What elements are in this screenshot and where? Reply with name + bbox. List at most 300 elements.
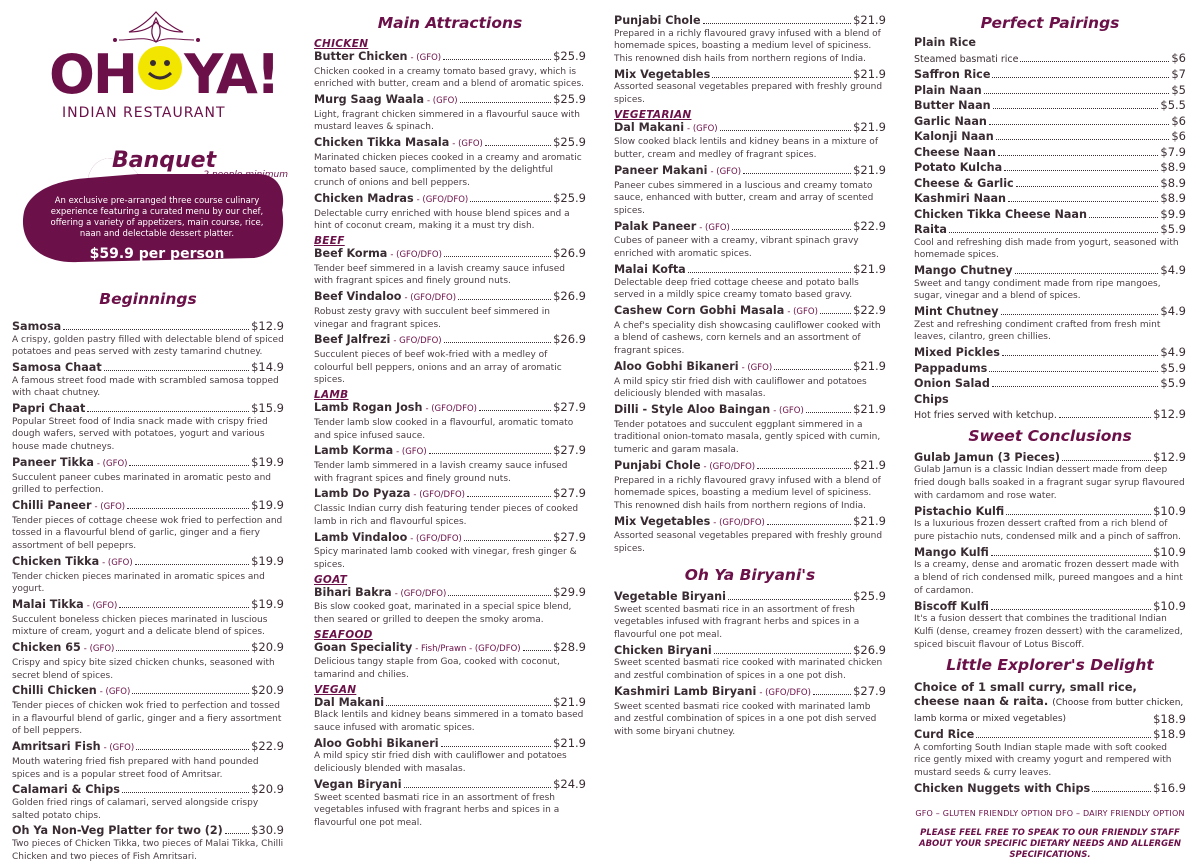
item-description: Succulent pieces of beef wok-fried with a medley of colourful bell peppers, onions and an array of aromatic spices. <box>314 349 562 386</box>
item-name: Goan Speciality <box>314 640 413 654</box>
item-name: Calamari & Chips <box>12 783 120 797</box>
little-explorer-list <box>914 728 1186 795</box>
item-description: A mild spicy stir fried dish with cauliflower and potatoes deliciously blended with masalas. <box>614 376 867 400</box>
item-description: Light, fragrant chicken simmered in a flavourful sauce with mustard leaves & spinach. <box>314 109 581 133</box>
menu-item-row <box>914 177 1186 191</box>
item-price: $20.9 <box>251 782 284 797</box>
menu-item <box>614 68 886 107</box>
item-price: $19.9 <box>251 455 284 470</box>
menu-item-row <box>614 121 886 137</box>
menu-item-row <box>914 600 1186 614</box>
item-description: Chicken cooked in a creamy tomato based gravy, which is enriched with butter, cream and a blend of aromatic spices. <box>314 66 585 90</box>
dot-leader <box>479 410 551 411</box>
item-description: Tender chicken pieces marinated in aromatic spices and yogurt. <box>12 571 265 595</box>
item-price: $26.9 <box>553 289 586 304</box>
menu-item <box>614 121 886 162</box>
item-price: $4.9 <box>1160 263 1186 278</box>
item-price: $12.9 <box>1153 449 1186 464</box>
item-name: Chicken Tikka Cheese Naan <box>914 207 1087 221</box>
item-dietary-tag: - (GFO/DFO) <box>413 490 465 501</box>
item-price: $6 <box>1171 113 1186 128</box>
menu-item <box>314 487 586 528</box>
menu-item <box>914 99 1186 113</box>
logo-wordmark: OH YA! <box>49 43 279 106</box>
dot-leader <box>996 139 1170 140</box>
dot-leader <box>404 787 551 788</box>
menu-item <box>614 515 886 556</box>
item-description: Delectable deep fried cottage cheese and potato balls served in a mildly spice creamy tomato based gravy. <box>614 277 859 301</box>
sweet-conclusions-list <box>914 451 1186 652</box>
item-description: Gulab Jamun is a classic Indian dessert made from deep fried dough balls soaked in a fragrant sugar syrup flavoured with cardamom and rose water. <box>914 465 1185 501</box>
dot-leader <box>87 411 249 412</box>
item-name: Butter Chicken <box>314 50 408 63</box>
logo <box>12 0 284 130</box>
menu-item-row <box>614 304 886 320</box>
column-1 <box>12 0 288 866</box>
item-price: $27.9 <box>553 529 586 544</box>
menu-item-row <box>314 444 586 460</box>
menu-item <box>614 459 886 513</box>
dot-leader <box>728 599 851 600</box>
item-description: Is a creamy, dense and aromatic frozen dessert made with a blend of rich condensed milk, pureed mangoes and a hint of cardamon. <box>914 560 1183 596</box>
item-dietary-tag: - (GFO) <box>741 363 773 374</box>
menu-item <box>614 644 886 683</box>
item-description: Sweet scented basmati rice cooked with marinated chicken and zestful combination of spices in a one pot dish. <box>614 658 883 682</box>
item-name: Mixed Pickles <box>914 346 1000 360</box>
item-name: Punjabi Chole <box>614 14 701 27</box>
menu-item-row <box>914 451 1186 465</box>
group-items <box>314 586 586 627</box>
menu-item-row <box>914 115 1186 129</box>
menu-item-row <box>914 362 1186 376</box>
dot-leader <box>757 468 851 469</box>
menu-item-row <box>614 263 886 277</box>
menu-item <box>614 263 886 302</box>
item-dietary-tag: - (GFO/DFO) <box>703 462 756 473</box>
dot-leader <box>467 496 551 497</box>
menu-item-row <box>914 728 1186 742</box>
item-name: Cashew Corn Gobhi Masala <box>614 304 785 318</box>
item-description: Delectable curry enriched with house blend spices and a hint of coconut cream, making it a must try dish. <box>314 208 570 232</box>
item-price: $26.9 <box>553 332 586 347</box>
item-price: $25.9 <box>553 49 586 63</box>
item-dietary-tag: - (GFO) <box>94 502 126 513</box>
item-name: Malai Kofta <box>614 263 686 277</box>
item-name: Vegetable Biryani <box>614 590 726 604</box>
dot-leader <box>444 342 551 343</box>
menu-item <box>914 546 1186 598</box>
item-price: $10.9 <box>1153 503 1186 518</box>
item-name: Dal Makani <box>614 120 685 134</box>
dot-leader <box>998 155 1158 156</box>
item-price: $12.9 <box>251 319 284 333</box>
item-description: Two pieces of Chicken Tikka, two pieces of Malai Tikka, Chilli Chicken and two pieces of Fish Amritsari. <box>12 838 284 862</box>
item-price: $21.9 <box>853 66 886 81</box>
dot-leader <box>1089 217 1158 218</box>
item-dietary-tag: - (GFO) <box>99 687 131 698</box>
dot-leader <box>991 555 1151 556</box>
section-title-main-attractions: Main Attractions <box>377 14 523 32</box>
dot-leader <box>127 508 249 509</box>
item-description: A comforting South Indian staple made with soft cooked rice gently mixed with creamy yogurt and rempered with mustard seeds & curry leaves. <box>914 742 1172 779</box>
menu-item <box>914 505 1186 544</box>
menu-item-row <box>314 778 586 792</box>
group-items <box>314 401 586 571</box>
menu-item-row <box>614 685 886 701</box>
dot-leader <box>458 299 551 300</box>
menu-item-row <box>314 247 586 263</box>
menu-item-row <box>614 68 886 82</box>
menu-item <box>914 52 1186 67</box>
item-name: Gulab Jamun (3 Pieces) <box>914 450 1061 464</box>
combo-note: (Choose from butter chicken, lamb korma or mixed vegetables) <box>914 697 1184 724</box>
item-dietary-tag: - (GFO/DFO) <box>410 533 462 544</box>
item-dietary-tag: - (GFO) <box>687 123 718 134</box>
item-name: Plain Naan <box>914 83 982 97</box>
item-name: Malai Tikka <box>12 598 84 612</box>
menu-item-row <box>314 136 586 152</box>
menu-item <box>314 333 586 387</box>
item-price: $22.9 <box>853 218 886 233</box>
dot-leader <box>984 93 1170 94</box>
item-name: Saffron Rice <box>914 68 991 81</box>
menu-item <box>914 362 1186 376</box>
item-price: $19.9 <box>251 554 284 569</box>
item-description: Marinated chicken pieces cooked in a creamy and aromatic tomato based sauce, complimented by the delightful crunch of onions and bell peppers. <box>314 152 582 189</box>
dot-leader <box>774 369 851 370</box>
item-dietary-tag: - Fish/Prawn - (GFO/DFO) <box>415 643 521 654</box>
menu-item <box>12 402 284 454</box>
item-price: $14.9 <box>251 360 284 375</box>
item-dietary-tag: - (GFO) <box>83 644 115 655</box>
item-name: Beef Korma <box>314 247 388 261</box>
dot-leader <box>1008 201 1158 202</box>
menu-item <box>314 696 586 735</box>
item-dietary-tag: - (GFO) <box>699 222 730 233</box>
group-heading: SEAFOOD <box>314 628 373 641</box>
dot-leader <box>993 108 1159 109</box>
group-heading-vegetarian: VEGETARIAN <box>614 108 692 121</box>
item-description: Tender pieces of cottage cheese wok fried to perfection and tossed in a flavourful blend of garlic, ginger and a fiery assortment of bell pepeprs. <box>12 515 283 552</box>
dot-leader <box>1002 355 1159 356</box>
vegetarian-list <box>614 121 886 556</box>
dot-leader <box>720 130 851 131</box>
menu-item <box>12 824 284 863</box>
dot-leader <box>63 329 249 330</box>
item-description: Prepared in a richly flavoured gravy infused with a blend of homemade spices, boasting a medium level of spiciness. This renowned dish hails from northern regions of India. <box>614 28 881 65</box>
menu-item <box>914 346 1186 360</box>
item-description: Assorted seasonal vegetables prepared with freshly ground spices. <box>614 82 883 106</box>
dot-leader <box>712 77 851 78</box>
item-price: $18.9 <box>1153 727 1186 742</box>
item-price: $25.9 <box>553 92 586 107</box>
menu-item <box>914 130 1186 144</box>
item-price: $22.9 <box>853 303 886 318</box>
item-dietary-tag: - (GFO/DFO) <box>713 517 765 528</box>
dot-leader <box>989 124 1169 125</box>
banquet-price: $59.9 per person <box>89 246 225 262</box>
menu-item <box>314 50 586 91</box>
dot-leader <box>135 564 249 565</box>
item-price: $26.9 <box>553 246 586 261</box>
menu-item <box>12 456 284 497</box>
item-description: Mouth watering fried fish prepared with hand pounded spices and is a popular street food of Amritsar. <box>12 756 259 780</box>
item-price: $22.9 <box>251 739 284 754</box>
menu-item-row <box>314 531 586 547</box>
dot-leader <box>992 77 1169 78</box>
menu-item-row <box>614 590 886 604</box>
menu-item <box>614 360 886 401</box>
menu-item-row <box>12 783 284 797</box>
biryani-list <box>614 590 886 739</box>
menu-item-row <box>614 360 886 376</box>
dot-leader <box>429 453 551 454</box>
item-name: Kalonji Naan <box>914 130 994 143</box>
menu-item-row <box>914 223 1186 237</box>
item-name: Biscoff Kulfi <box>914 599 989 613</box>
smiley-icon <box>138 46 182 90</box>
menu-item <box>314 444 586 485</box>
column-2 <box>314 14 586 832</box>
item-price: $7.9 <box>1160 144 1186 159</box>
item-price: $4.9 <box>1160 345 1186 360</box>
item-price: $8.9 <box>1160 160 1186 174</box>
dot-leader <box>523 650 551 651</box>
allergen-footer: PLEASE FEEL FREE TO SPEAK TO OUR FRIENDLY STAFF ABOUT YOUR SPECIFIC DIETARY NEEDS AND ALLERGEN SPECIFICATIONS. <box>918 828 1181 861</box>
item-description: It's a fusion dessert that combines the traditional Indian Kulfi (dense, creamey frozen dessert) with the caramelized, spiced biscuit flavour of Lotus Biscoff. <box>914 614 1183 650</box>
item-name: Chilli Paneer <box>12 499 92 513</box>
menu-item-row <box>314 93 586 109</box>
dot-leader <box>1062 460 1151 461</box>
item-price: $27.9 <box>553 443 586 458</box>
menu-item <box>914 223 1186 262</box>
little-explorer-combo <box>914 680 1186 727</box>
item-name: Plain Rice <box>914 36 976 49</box>
item-price: $21.9 <box>853 359 886 374</box>
menu-item <box>12 684 284 738</box>
item-name: Dal Makani <box>314 695 385 709</box>
item-price: $26.9 <box>853 642 886 657</box>
item-name: Vegan Biryani <box>314 778 402 791</box>
item-description: Delicious tangy staple from Goa, cooked with coconut, tamarind and chilies. <box>314 657 560 681</box>
menu-item-row <box>914 161 1186 175</box>
menu-item-row <box>914 84 1186 98</box>
section-title-beginnings: Beginnings <box>99 290 197 308</box>
dot-leader <box>122 792 249 793</box>
item-name: Chicken Nuggets with Chips <box>914 781 1091 795</box>
item-description: Sweet scented basmati rice in an assortment of fresh vegetables infused with fragrant herbs and spices in a flavourful one pot meal. <box>614 604 860 641</box>
item-price: $5.9 <box>1160 222 1186 236</box>
menu-item <box>914 177 1186 191</box>
item-dietary-tag: - (GFO) <box>773 406 804 417</box>
menu-item <box>314 247 586 288</box>
item-description: Succulent boneless chicken pieces marinated in luscious mixture of cream, yogurt and a delicate blend of spices. <box>12 614 268 638</box>
item-dietary-tag: - (GFO) <box>710 167 742 178</box>
item-price: $12.9 <box>1153 407 1186 422</box>
menu-item-row <box>314 192 586 208</box>
banquet-subtitle: - 2 people minimum <box>197 170 288 180</box>
dot-leader <box>688 272 851 273</box>
menu-item <box>914 451 1186 503</box>
item-description: A crispy, golden pastry filled with delectable blend of spiced potatoes and peas served with zesty tamarind chutney. <box>12 334 284 358</box>
item-dietary-tag: - (GFO) <box>396 447 427 458</box>
item-dietary-tag: - (GFO/DFO) <box>416 195 469 206</box>
item-price: $21.9 <box>853 262 886 277</box>
item-name: Paneer Makani <box>614 164 708 178</box>
menu-item-row <box>314 290 586 306</box>
menu-item <box>914 782 1186 796</box>
item-dietary-tag: - (GFO) <box>103 743 135 754</box>
main-attractions-list <box>314 38 586 830</box>
item-price: $8.9 <box>1160 191 1186 205</box>
item-name: Chicken Tikka <box>12 555 100 569</box>
item-price: $19.9 <box>251 498 284 513</box>
item-description: Prepared in a richly flavoured gravy infused with a blend of homemade spices, boasting a medium level of spiciness. This renowned dish hails from northern regions of India. <box>614 475 881 512</box>
group-heading: GOAT <box>314 573 348 586</box>
item-price: $29.9 <box>553 584 586 599</box>
menu-item <box>12 783 284 822</box>
menu-item <box>914 36 1186 50</box>
item-description: Cool and refreshing dish made from yogurt, seasoned with homemade spices. <box>914 237 1179 261</box>
item-name: Amritsari Fish <box>12 740 101 754</box>
menu-item-row <box>314 333 586 349</box>
item-price: $21.9 <box>853 13 886 27</box>
menu-item-row <box>614 459 886 475</box>
menu-item-row <box>12 824 284 838</box>
item-name: Cheese Naan <box>914 145 996 159</box>
item-name: Chicken Biryani <box>614 643 712 657</box>
section-title-sweet-conclusions: Sweet Conclusions <box>968 426 1132 445</box>
item-description: Spicy marinated lamb cooked with vinegar, fresh ginger & spices. <box>314 547 577 570</box>
dot-leader <box>464 540 551 541</box>
item-dietary-tag: - (GFO) <box>452 139 483 150</box>
dot-leader <box>976 737 1151 738</box>
dot-leader <box>132 693 249 694</box>
menu-item <box>314 641 586 682</box>
dot-leader <box>470 201 551 202</box>
group-items <box>314 696 586 830</box>
section-title-perfect-pairings: Perfect Pairings <box>980 14 1120 32</box>
menu-item-row <box>314 586 586 602</box>
column-4 <box>914 14 1186 861</box>
item-description: Bis slow cooked goat, marinated in a special spice blend, then seared or grilled to deepen the smoky aroma. <box>314 602 572 625</box>
dot-leader <box>806 412 851 413</box>
item-name: Mint Chutney <box>914 305 999 319</box>
menu-item <box>314 93 586 134</box>
item-price: $5.9 <box>1160 376 1186 391</box>
menu-item <box>314 136 586 190</box>
menu-item-row <box>914 68 1186 82</box>
item-name: Paneer Tikka <box>12 456 94 470</box>
menu-item <box>12 361 284 400</box>
menu-item <box>12 641 284 682</box>
menu-item-row <box>314 401 586 417</box>
item-name: Chips <box>914 392 949 406</box>
menu-item <box>914 600 1186 652</box>
dot-leader <box>1015 273 1159 274</box>
menu-item <box>314 192 586 233</box>
item-dietary-tag: - (GFO) <box>102 558 133 569</box>
item-price: $5.9 <box>1160 360 1186 375</box>
dot-leader <box>703 23 852 24</box>
column-3-top-list <box>614 14 886 107</box>
item-description: Sweet scented basmati rice cooked with marinated lamb and zestful combination of spices in a one pot dish served with some biryani chutney. <box>614 701 877 738</box>
menu-item-row <box>914 264 1186 278</box>
menu-item-row <box>914 208 1186 222</box>
item-description: Is a luxurious frozen dessert crafted from a rich blend of pure pistachio nuts, condensed milk and a pinch of saffron. <box>914 519 1181 542</box>
item-price: $8.9 <box>1160 175 1186 190</box>
item-name: Pappadums <box>914 361 988 375</box>
menu-item <box>614 14 886 66</box>
dot-leader <box>1092 791 1151 792</box>
dietary-legend: GFO – GLUTEN FRIENDLY OPTION DFO – DAIRY FRIENDLY OPTION <box>915 809 1185 819</box>
menu-item <box>914 192 1186 206</box>
item-description: A famous street food made with scrambled samosa topped with chaat chutney. <box>12 375 279 399</box>
item-description: Cubes of paneer with a creamy, vibrant spinach gravy enriched with aromatic spices. <box>614 236 859 260</box>
item-dietary-tag: - (GFO/DFO) <box>425 404 477 415</box>
menu-item-row <box>614 14 886 28</box>
item-name: Mango Kulfi <box>914 545 989 559</box>
item-name: Steamed basmati rice <box>914 53 1019 65</box>
logo-subtitle: INDIAN RESTAURANT <box>62 105 226 121</box>
menu-item-row <box>12 456 284 472</box>
menu-item-row <box>914 305 1186 319</box>
item-description: Robust zesty gravy with succulent beef simmered in vinegar and fragrant spices. <box>314 306 550 330</box>
menu-item-row <box>614 164 886 180</box>
menu-item <box>914 377 1186 391</box>
dot-leader <box>714 653 851 654</box>
dot-leader <box>813 694 851 695</box>
item-price: $27.9 <box>553 486 586 501</box>
menu-item <box>914 208 1186 222</box>
group-heading: BEEF <box>314 235 345 248</box>
item-description: Tender beef simmered in a lavish creamy sauce infused with fragrant spices and finely ground nuts. <box>314 263 565 287</box>
menu-item <box>314 531 586 572</box>
menu-item <box>12 555 284 596</box>
item-dietary-tag: - GFO/DFO) <box>393 336 442 347</box>
item-price: $21.9 <box>853 119 886 134</box>
item-price: $25.9 <box>853 589 886 604</box>
item-name: Hot fries served with ketchup. <box>914 410 1057 422</box>
menu-item <box>614 164 886 218</box>
dot-leader <box>1020 61 1169 62</box>
item-dietary-tag: - (GFO/DFO) <box>390 250 442 261</box>
banquet-title: Banquet <box>112 148 217 173</box>
item-name: Beef Vindaloo <box>314 290 402 304</box>
dot-leader <box>992 386 1159 387</box>
item-description: Crispy and spicy bite sized chicken chunks, seasoned with secret blend of spices. <box>12 657 275 681</box>
combo-price: $18.9 <box>1153 711 1186 726</box>
item-description: Black lentils and kidney beans simmered in a tomato based sauce infused with aromatic spices. <box>314 710 584 734</box>
item-name: Kashmiri Naan <box>914 192 1007 205</box>
group-items <box>314 247 586 387</box>
menu-item-row <box>314 696 586 710</box>
menu-item-row <box>614 220 886 236</box>
item-name: Lamb Vindaloo <box>314 530 408 544</box>
item-name: Pistachio Kulfi <box>914 504 1005 518</box>
item-description: Succulent paneer cubes marinated in aromatic pesto and grilled to perfection. <box>12 472 271 496</box>
item-name: Murg Saag Waala <box>314 93 425 107</box>
menu-item-row <box>12 740 284 756</box>
item-description: A chef's speciality dish showcasing cauliflower cooked with a blend of cashews, corn kernels and an assortment of fragrant spices. <box>614 320 881 357</box>
menu-item <box>914 68 1186 82</box>
menu-item-row <box>914 146 1186 160</box>
menu-item <box>12 740 284 781</box>
item-price: $5.5 <box>1160 98 1186 112</box>
menu-item-row <box>914 393 1186 407</box>
item-dietary-tag: - (GFO) <box>96 459 128 470</box>
dot-leader <box>225 833 249 834</box>
